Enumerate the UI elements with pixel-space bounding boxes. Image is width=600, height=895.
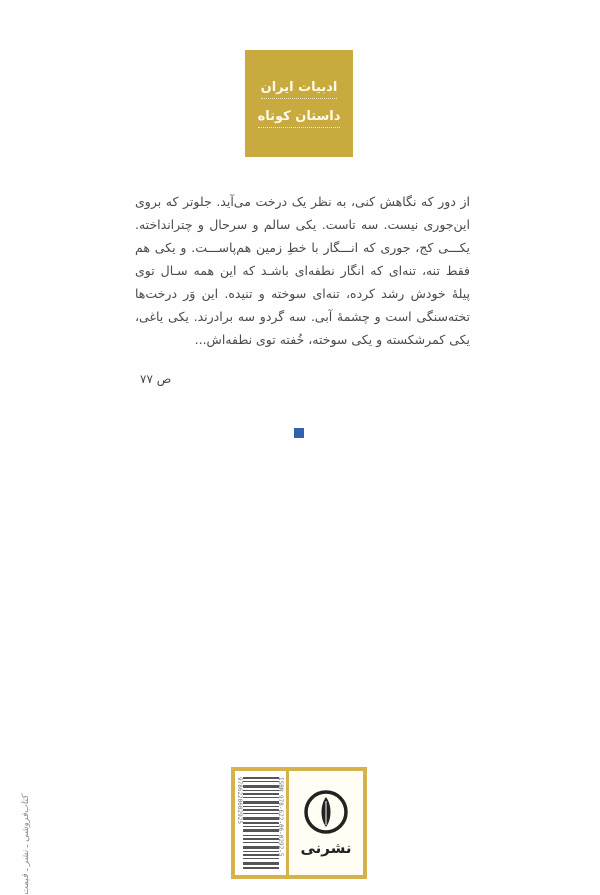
leaf-in-circle-icon <box>303 789 349 835</box>
excerpt-line: تخته‌سنگی است و چشمهٔ آبی. سه گردو سه برادرند. یکی یاغی، <box>135 309 470 324</box>
book-excerpt <box>135 190 470 351</box>
isbn-number: ISBN 978-622-06-0292-5 <box>277 777 284 857</box>
excerpt-line: این‌جوری نیست. سه تاست. یکی سالم و سرحال و چترانداخته. <box>135 217 470 232</box>
series-title: ادبیات ایران <box>261 80 338 99</box>
excerpt-line: از دور که نگاهش کنی، به نظر یک درخت می‌آید. جلوتر که بروی <box>135 194 470 209</box>
series-subtitle: داستان کوتاه <box>258 109 341 128</box>
excerpt-line: یکـــی کج، جوری که انـــگار با خطِ زمین هم‌پاســـت. و یکی هم <box>135 240 470 255</box>
decorative-square-icon <box>294 428 304 438</box>
series-label-block <box>245 50 353 157</box>
publisher-logo <box>289 771 363 875</box>
publisher-box <box>231 767 367 879</box>
publisher-name: نشرنی <box>300 839 352 857</box>
page-reference: ص ۷۷ <box>140 372 172 386</box>
barcode-panel <box>235 771 289 875</box>
excerpt-line: یکی کمرشکسته و یکی سوخته، خُفته توی نطفه‌اش... <box>194 332 470 347</box>
barcode-icon <box>243 777 279 869</box>
excerpt-line: فقط تنه، تنه‌ای که انگار نطفه‌ای باشـد که این همه سـال توی <box>135 263 470 278</box>
excerpt-line: پیلهٔ خودش رشد کرده، تنه‌ای سوخته و تنیده. این وَر درخت‌ها <box>135 286 470 301</box>
margin-handwritten-note: کتاب‌فروشی ـ نشر ـ قیمت <box>21 795 31 895</box>
ean-number: 9786220602925 <box>236 777 243 824</box>
